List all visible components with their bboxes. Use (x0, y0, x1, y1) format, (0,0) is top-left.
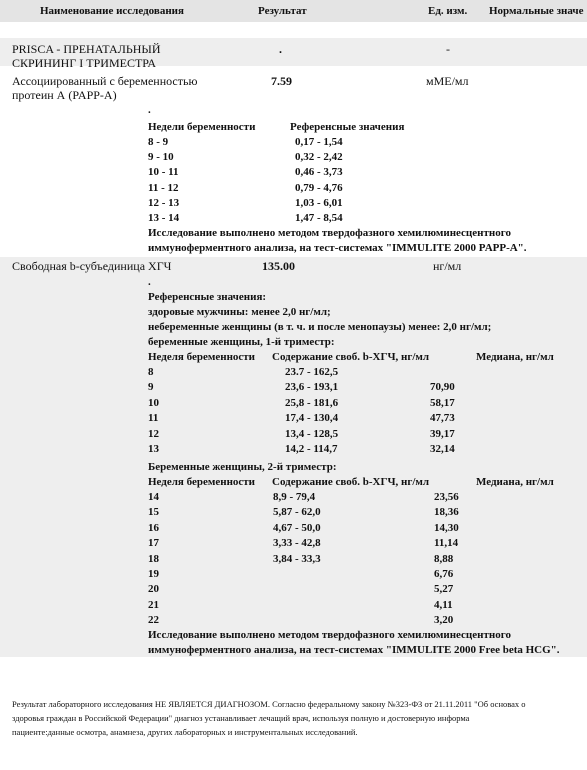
tri2-median: 18,36 (434, 506, 459, 519)
tri2-median: 23,56 (434, 491, 459, 503)
prisca-title-line2: СКРИНИНГ I ТРИМЕСТРА (12, 56, 157, 70)
papp-name-line1: Ассоциированный с беременностью (12, 74, 198, 88)
tri1-week: 9 (148, 381, 154, 394)
tri1-week: 11 (148, 412, 159, 425)
tri1-week: 13 (148, 443, 159, 455)
tri2-range: 4,67 - 50,0 (273, 521, 321, 534)
tri1-range: 14,2 - 114,7 (285, 443, 338, 455)
papp-ref-week: 12 - 13 (148, 196, 180, 209)
tri1-range: 13,4 - 128,5 (285, 427, 339, 440)
hcg-note-line1: Исследование выполнено методом твердофазного хемилюминесцентного (148, 629, 511, 641)
tri1-median: 47,73 (430, 412, 455, 425)
hcg-tri2-col-content: Содержание своб. b-ХГЧ, нг/мл (272, 476, 430, 488)
papp-ref-week: 8 - 9 (148, 136, 169, 148)
hcg-name: Свободная b-субъединица ХГЧ (12, 259, 172, 273)
papp-ref-week: 9 - 10 (148, 151, 174, 164)
prisca-title-line1: PRISCA - ПРЕНАТАЛЬНЫЙ (12, 42, 161, 56)
papp-result: 7.59 (271, 74, 292, 88)
hcg-tri2-col-median: Медиана, нг/мл (476, 476, 554, 488)
tri1-median: 58,17 (430, 396, 455, 409)
hcg-note-line2: иммуноферментного анализа, на тест-системах "IMMULITE 2000 Free beta HCG". (148, 644, 560, 656)
tri2-week: 21 (148, 598, 159, 611)
tri2-median: 4,11 (434, 598, 453, 611)
tri1-range: 25,8 - 181,6 (285, 396, 339, 409)
prisca-result: . (279, 42, 282, 56)
column-header-result: Результат (258, 5, 307, 17)
tri2-week: 20 (148, 583, 159, 596)
tri1-median: 70,90 (430, 381, 455, 394)
hcg-dot: . (148, 276, 151, 288)
papp-ref-week: 13 - 14 (148, 212, 180, 224)
tri1-range: 17,4 - 130,4 (285, 412, 339, 425)
papp-note-line1: Исследование выполнено методом твердофазного хемилюминесцентного (148, 227, 511, 239)
hcg-tri2-title: Беременные женщины, 2-й триместр: (148, 461, 337, 473)
tri2-range: 3,84 - 33,3 (273, 552, 321, 565)
papp-ref-value: 0,32 - 2,42 (295, 151, 343, 164)
hcg-tri1-col-content: Содержание своб. b-ХГЧ, нг/мл (272, 351, 430, 363)
tri2-week: 15 (148, 506, 159, 519)
hcg-nonpreg: небеременные женщины (в т. ч. и после менопаузы) менее: 2,0 нг/мл; (148, 321, 492, 333)
tri2-week: 17 (148, 537, 159, 550)
hcg-men: здоровые мужчины: менее 2,0 нг/мл; (148, 306, 331, 318)
column-header-unit: Ед. изм. (428, 5, 468, 17)
tri2-range: 5,87 - 62,0 (273, 506, 321, 519)
papp-ref-week: 10 - 11 (148, 166, 179, 179)
tri1-median: 32,14 (430, 443, 455, 455)
tri2-median: 8,88 (434, 552, 454, 565)
papp-ref-value: 1,03 - 6,01 (295, 196, 343, 209)
hcg-unit: нг/мл (433, 259, 462, 273)
papp-ref-week: 11 - 12 (148, 181, 179, 194)
papp-ref-value: 1,47 - 8,54 (295, 212, 343, 224)
footer-line2: здоровья граждан в Российской Федерации" диагноз устанавливает лечащий врач, используя полную и достоверную информа (12, 713, 470, 723)
papp-ref-value: 0,17 - 1,54 (295, 136, 343, 148)
hcg-tri1-col-week: Неделя беременности (148, 351, 256, 363)
tri2-median: 6,76 (434, 568, 454, 580)
tri2-range: 3,33 - 42,8 (273, 537, 321, 550)
tri2-median: 11,14 (434, 537, 459, 550)
tri2-week: 14 (148, 491, 159, 503)
footer-line1: Результат лабораторного исследования НЕ ЯВЛЯЕТСЯ ДИАГНОЗОМ. Согласно федеральному закону №323-ФЗ от 21.11.2011 "Об основах о (12, 699, 526, 709)
tri2-median: 14,30 (434, 521, 459, 534)
papp-note-line2: иммуноферментного анализа, на тест-системах "IMMULITE 2000 PAPP-A". (148, 242, 527, 254)
tri1-range: 23.7 - 162,5 (285, 366, 339, 378)
papp-dot: . (148, 104, 151, 116)
tri2-median: 5,27 (434, 583, 454, 596)
papp-ref-value: 0,79 - 4,76 (295, 181, 343, 194)
tri1-week: 10 (148, 396, 159, 409)
footer-line3: пациенте:данные осмотра, анамнеза, других лабораторных и инструментальных исследований. (12, 727, 358, 737)
tri1-week: 8 (148, 366, 154, 378)
tri2-week: 22 (148, 614, 159, 627)
tri1-range: 23,6 - 193,1 (285, 381, 339, 394)
tri1-week: 12 (148, 427, 159, 440)
hcg-ref-title: Референсные значения: (148, 291, 267, 303)
papp-unit: мМЕ/мл (426, 74, 469, 88)
hcg-tri1-col-median: Медиана, нг/мл (476, 351, 554, 363)
tri2-median: 3,20 (434, 614, 454, 627)
prisca-unit: - (446, 42, 450, 56)
column-header-name: Наименование исследования (40, 5, 184, 17)
tri2-week: 16 (148, 521, 159, 534)
tri2-week: 18 (148, 552, 159, 565)
papp-col-ref: Референсные значения (290, 121, 405, 133)
tri1-median: 39,17 (430, 427, 455, 440)
hcg-tri2-col-week: Неделя беременности (148, 476, 256, 488)
papp-ref-value: 0,46 - 3,73 (295, 166, 343, 179)
hcg-result: 135.00 (262, 259, 295, 273)
table-header (0, 0, 587, 22)
tri2-range: 8,9 - 79,4 (273, 491, 316, 503)
column-header-norm: Нормальные значе (489, 5, 584, 17)
tri2-week: 19 (148, 568, 159, 580)
hcg-tri1-title: беременные женщины, 1-й триместр: (148, 336, 335, 348)
papp-name-line2: протеин А (PAPP-A) (12, 88, 117, 102)
papp-col-weeks: Недели беременности (148, 121, 256, 133)
